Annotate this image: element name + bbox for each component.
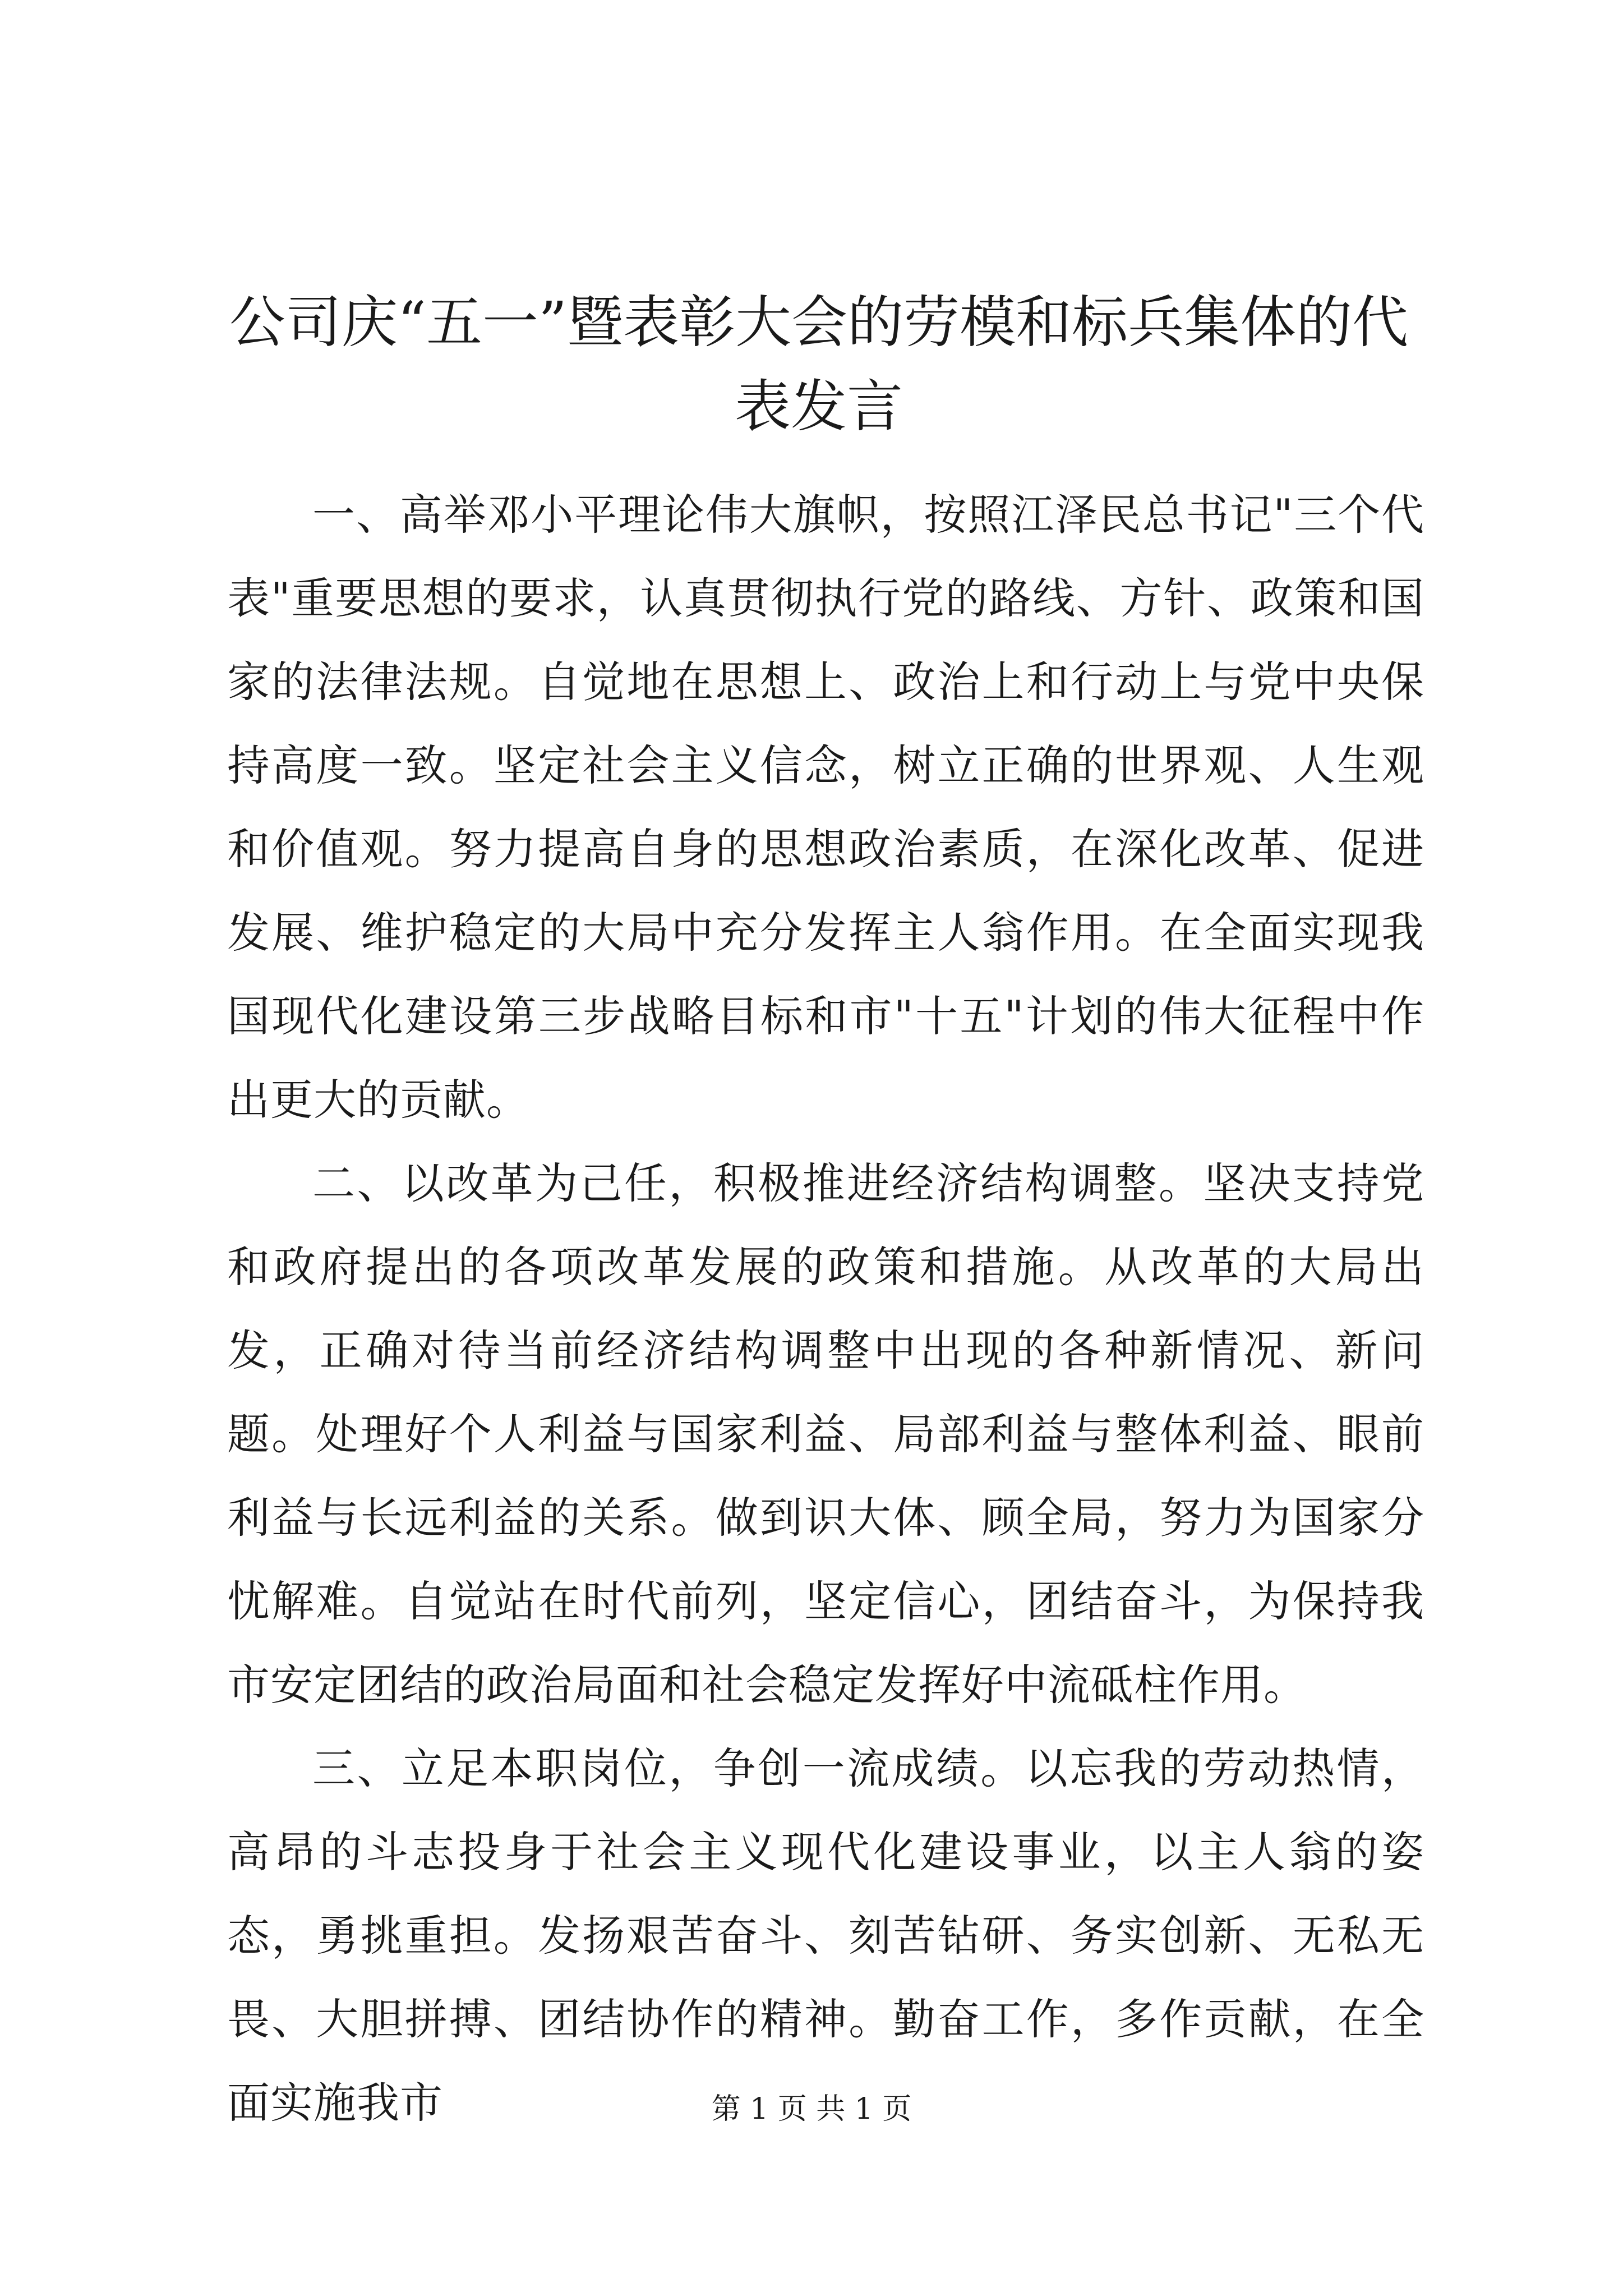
page-footer: 第 1 页 共 1 页 xyxy=(711,2092,912,2126)
paragraph-3: 三、立足本职岗位，争创一流成绩。以忘我的劳动热情，高昂的斗志投身于社会主义现代化建设事业，以主人翁的姿态，勇挑重担。发扬艰苦奋斗、刻苦钻研、务实创新、无私无畏、大胆拼搏、团结协作的精神。勤奋工作，多作贡献，在全面实施我市 xyxy=(227,1743,1424,2128)
document-body xyxy=(227,473,1424,2145)
paragraph-2: 二、以改革为己任，积极推进经济结构调整。坚决支持党和政府提出的各项改革发展的政策和措施。从改革的大局出发，正确对待当前经济结构调整中出现的各种新情况、新问题。处理好个人利益与国家利益、局部利益与整体利益、眼前利益与长远利益的关系。做到识大体、顾全局，努力为国家分忧解难。自觉站在时代前列，坚定信心，团结奋斗，为保持我市安定团结的政治局面和社会稳定发挥好中流砥柱作用。 xyxy=(227,1158,1424,1710)
paragraph-1: 一、高举邓小平理论伟大旗帜，按照江泽民总书记"三个代表"重要思想的要求，认真贯彻执行党的路线、方针、政策和国家的法律法规。自觉地在思想上、政治上和行动上与党中央保持高度一致。坚定社会主义信念，树立正确的世界观、人生观和价值观。努力提高自身的思想政治素质，在深化改革、促进发展、维护稳定的大局中充分发挥主人翁作用。在全面实现我国现代化建设第三步战略目标和市"十五"计划的伟大征程中作出更大的贡献。 xyxy=(227,490,1424,1125)
document-title: 公司庆“五一”暨表彰大会的劳模和标兵集体的代表发言 xyxy=(229,289,1409,439)
